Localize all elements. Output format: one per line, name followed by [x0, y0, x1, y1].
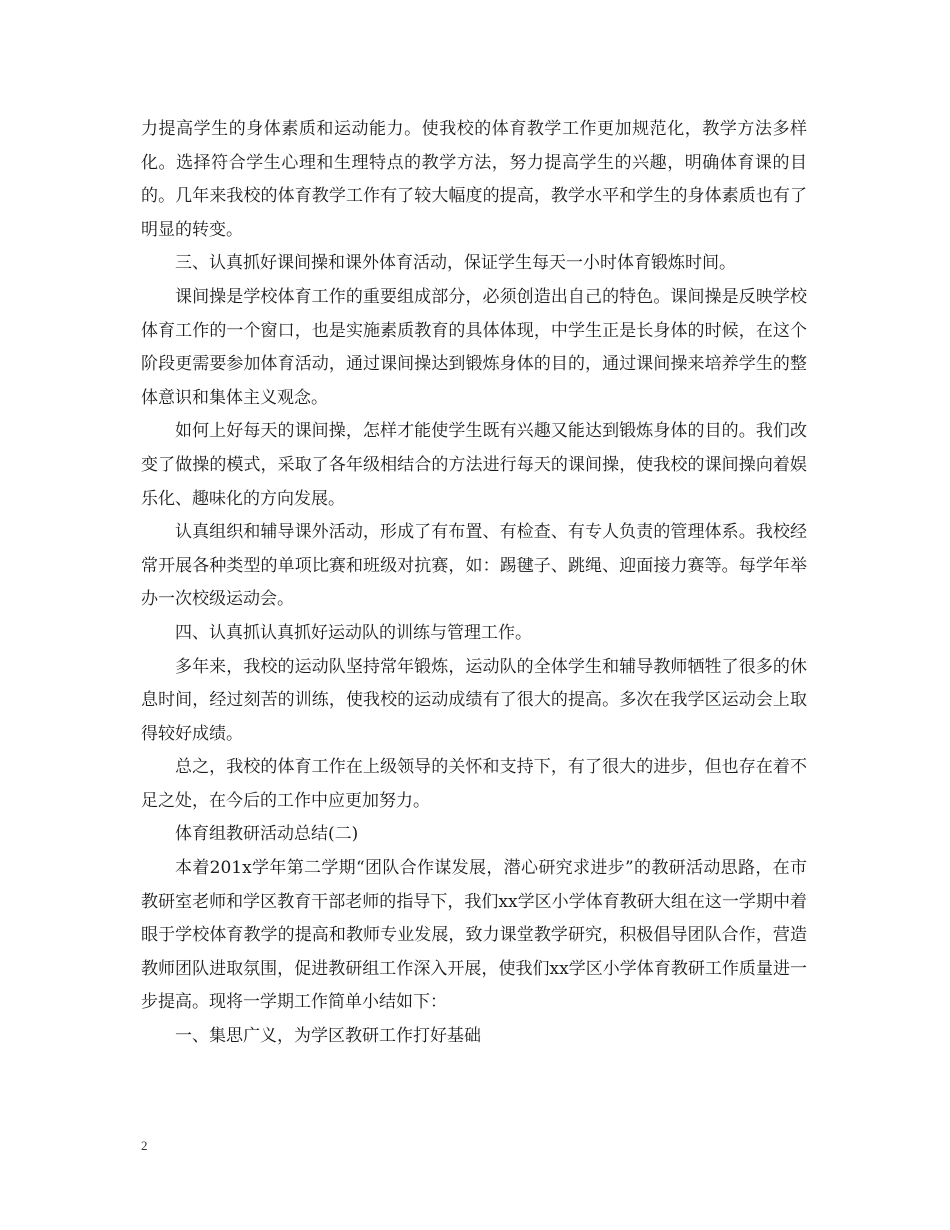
document-body: [141, 113, 807, 1054]
section-heading-4: 四、认真抓认真抓好运动队的训练与管理工作。: [175, 622, 532, 643]
section-heading-3: 三、认真抓好课间操和课外体育活动，保证学生每天一小时体育锻炼时间。: [175, 253, 736, 274]
paragraph: 如何上好每天的课间操，怎样才能使学生既有兴趣又能达到锻炼身体的目的。我们改变了做操的模式，采取了各年级相结合的方法进行每天的课间操，使我校的课间操向着娱乐化、趣味化的方向发展。: [141, 421, 807, 509]
paragraph: 认真组织和辅导课外活动，形成了有布置、有检查、有专人负责的管理体系。我校经常开展各种类型的单项比赛和班级对抗赛，如：踢毽子、跳绳、迎面接力赛等。每学年举办一次校级运动会。: [141, 522, 807, 610]
paragraph: 本着201x学年第二学期“团队合作谋发展，潜心研究求进步”的教研活动思路，在市教研室老师和学区教育干部老师的指导下，我们xx学区小学体育教研大组在这一学期中着眼于学校体育教学的提高和教师专业发展，致力课堂教学研究，积极倡导团队合作，营造教师团队进取氛围，促进教研组工作深入开展，使我们xx学区小学体育教研工作质量进一步提高。现将一学期工作简单小结如下：: [141, 858, 807, 1013]
paragraph: 多年来，我校的运动队坚持常年锻炼，运动队的全体学生和辅导教师牺牲了很多的休息时间，经过刻苦的训练，使我校的运动成绩有了很大的提高。多次在我学区运动会上取得较好成绩。: [141, 656, 807, 744]
paragraph: 课间操是学校体育工作的重要组成部分，必须创造出自己的特色。课间操是反映学校体育工作的一个窗口，也是实施素质教育的具体体现，中学生正是长身体的时候，在这个阶段更需要参加体育活动，通过课间操达到锻炼身体的目的，通过课间操来培养学生的整体意识和集体主义观念。: [141, 286, 807, 408]
paragraph: 总之，我校的体育工作在上级领导的关怀和支持下，有了很大的进步，但也存在着不足之处，在今后的工作中应更加努力。: [141, 757, 807, 811]
page-number: 2: [141, 1138, 148, 1153]
article-title: 体育组教研活动总结(二): [175, 824, 359, 845]
paragraph-continuation: 力提高学生的身体素质和运动能力。使我校的体育教学工作更加规范化，教学方法多样化。选择符合学生心理和生理特点的教学方法，努力提高学生的兴趣，明确体育课的目的。几年来我校的体育教学工作有了较大幅度的提高，教学水平和学生的身体素质也有了明显的转变。: [141, 119, 807, 240]
section-heading-1: 一、集思广义，为学区教研工作打好基础: [175, 1026, 481, 1047]
